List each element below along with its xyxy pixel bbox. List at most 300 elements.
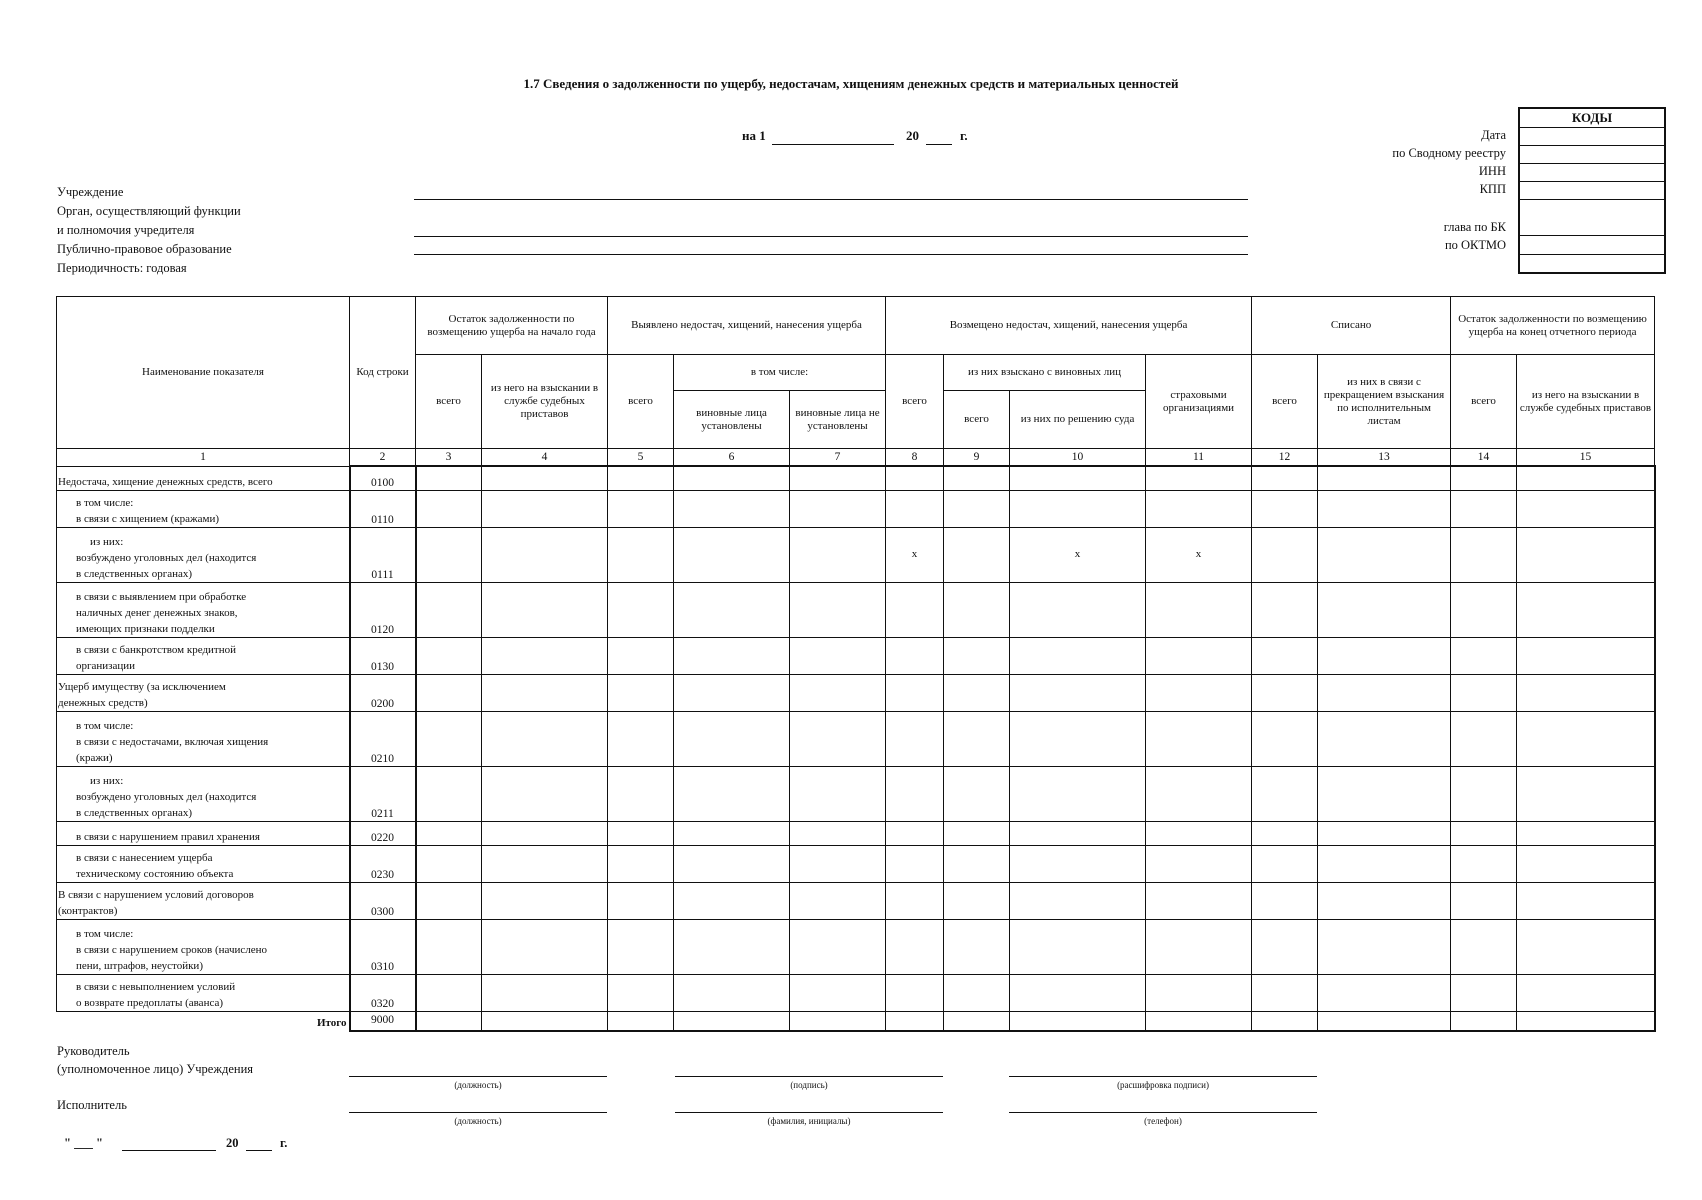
row-name (57, 674, 350, 711)
col-number: 9 (944, 449, 1010, 467)
cell-col11[interactable] (1146, 919, 1252, 974)
cell-col6[interactable] (674, 674, 790, 711)
row-name-line: в связи с невыполнением условий (76, 980, 236, 993)
cell-col6[interactable] (674, 766, 790, 821)
total-cell-col7[interactable] (790, 1011, 886, 1031)
cell-col5[interactable] (608, 466, 674, 490)
cell-col11[interactable] (1146, 845, 1252, 882)
cell-col11[interactable] (1146, 974, 1252, 1011)
cell-col10[interactable] (1010, 466, 1146, 490)
header-name: Наименование показателя (57, 297, 350, 449)
cell-col11[interactable] (1146, 711, 1252, 766)
cell-col15[interactable] (1517, 882, 1655, 919)
cell-col6[interactable] (674, 974, 790, 1011)
code-cell-periodicity[interactable] (1520, 255, 1664, 272)
table-row (57, 766, 1655, 821)
cell-col5[interactable] (608, 711, 674, 766)
cell-col15[interactable] (1517, 766, 1655, 821)
cell-col6[interactable] (674, 882, 790, 919)
cell-col7[interactable] (790, 919, 886, 974)
cell-col8[interactable] (886, 919, 944, 974)
cell-col9[interactable] (944, 974, 1010, 1011)
cell-col12[interactable] (1252, 845, 1318, 882)
cell-col9[interactable] (944, 919, 1010, 974)
cell-col5[interactable] (608, 582, 674, 637)
cell-col3[interactable] (416, 919, 482, 974)
cell-col6[interactable] (674, 527, 790, 582)
head-signature-field[interactable] (675, 1076, 943, 1077)
cell-col3[interactable] (416, 466, 482, 490)
code-cell-inn[interactable] (1520, 164, 1664, 182)
cell-col4[interactable] (482, 711, 608, 766)
cell-col4[interactable] (482, 527, 608, 582)
row-name (57, 582, 350, 637)
total-cell-col6[interactable] (674, 1011, 790, 1031)
cell-col5[interactable] (608, 766, 674, 821)
row-name-line: пени, штрафов, неустойки) (76, 959, 203, 972)
cell-col13[interactable] (1318, 490, 1451, 527)
cell-col9[interactable] (944, 582, 1010, 637)
header-col6: виновные лица установлены (674, 391, 790, 449)
cell-col15[interactable] (1517, 974, 1655, 1011)
cell-col7[interactable] (790, 674, 886, 711)
cell-col14[interactable] (1451, 674, 1517, 711)
cell-col12[interactable] (1252, 919, 1318, 974)
header-code: Код строки (350, 297, 416, 449)
row-name (57, 919, 350, 974)
row-name (57, 821, 350, 845)
date-prefix: на 1 (742, 128, 766, 143)
caption-position: (должность) (454, 1080, 502, 1090)
cell-col3[interactable] (416, 882, 482, 919)
cell-col10[interactable] (1010, 711, 1146, 766)
code-cell-date[interactable] (1520, 128, 1664, 146)
cell-col14[interactable] (1451, 882, 1517, 919)
cell-col7[interactable] (790, 711, 886, 766)
header-col12: всего (1252, 355, 1318, 449)
cell-col15[interactable] (1517, 490, 1655, 527)
row-code: 0310 (350, 919, 416, 974)
cell-col15[interactable] (1517, 845, 1655, 882)
row-code: 0200 (350, 674, 416, 711)
cell-col9[interactable] (944, 766, 1010, 821)
cell-col9[interactable] (944, 845, 1010, 882)
table-row (57, 582, 1655, 637)
table-row (57, 882, 1655, 919)
cell-col5[interactable] (608, 490, 674, 527)
cell-col6[interactable] (674, 637, 790, 674)
cell-col9[interactable] (944, 711, 1010, 766)
total-cell-col3[interactable] (416, 1011, 482, 1031)
cell-col13[interactable] (1318, 527, 1451, 582)
col-number: 14 (1451, 449, 1517, 467)
cell-col11[interactable] (1146, 882, 1252, 919)
header-group-end-balance: Остаток задолженности по возмещению ущерба на конец отчетного периода (1451, 297, 1655, 355)
cell-col3[interactable] (416, 582, 482, 637)
label-founder-line1: Орган, осуществляющий функции (57, 204, 241, 218)
cell-col10[interactable] (1010, 766, 1146, 821)
cell-col3[interactable] (416, 974, 482, 1011)
table-row (57, 490, 1655, 527)
sign-date-year: 20 (226, 1136, 239, 1150)
table-row (57, 845, 1655, 882)
caption-position-2: (должность) (454, 1116, 502, 1126)
cell-col12[interactable] (1252, 582, 1318, 637)
cell-col5[interactable] (608, 527, 674, 582)
cell-col3[interactable] (416, 766, 482, 821)
cell-col5[interactable] (608, 821, 674, 845)
row-code: 0220 (350, 821, 416, 845)
cell-col15[interactable] (1517, 919, 1655, 974)
cell-col3[interactable] (416, 490, 482, 527)
cell-col6[interactable] (674, 821, 790, 845)
row-name-line: возбуждено уголовных дел (находится (76, 790, 257, 803)
cell-col10[interactable] (1010, 637, 1146, 674)
code-label-registry: по Сводному реестру (1392, 146, 1506, 160)
cell-col15[interactable] (1517, 582, 1655, 637)
cell-col4[interactable] (482, 637, 608, 674)
row-code: 0110 (350, 490, 416, 527)
cell-col11[interactable] (1146, 821, 1252, 845)
cell-col7[interactable] (790, 974, 886, 1011)
total-cell-col10[interactable] (1010, 1011, 1146, 1031)
sign-date-suffix: г. (280, 1136, 288, 1150)
cell-col7[interactable] (790, 490, 886, 527)
cell-col10[interactable] (1010, 490, 1146, 527)
head-position-field[interactable] (349, 1076, 607, 1077)
cell-col12[interactable] (1252, 711, 1318, 766)
row-name (57, 974, 350, 1011)
cell-col11: x (1146, 527, 1252, 582)
cell-col4[interactable] (482, 490, 608, 527)
cell-col11[interactable] (1146, 674, 1252, 711)
cell-col6[interactable] (674, 919, 790, 974)
total-cell-col9[interactable] (944, 1011, 1010, 1031)
row-name (57, 490, 350, 527)
cell-col13[interactable] (1318, 766, 1451, 821)
cell-col14[interactable] (1451, 711, 1517, 766)
cell-col5[interactable] (608, 882, 674, 919)
cell-col8[interactable] (886, 974, 944, 1011)
label-periodicity: Периодичность: годовая (57, 261, 187, 275)
total-cell-col12[interactable] (1252, 1011, 1318, 1031)
total-cell-col8[interactable] (886, 1011, 944, 1031)
total-cell-col14[interactable] (1451, 1011, 1517, 1031)
cell-col7[interactable] (790, 766, 886, 821)
cell-col13[interactable] (1318, 882, 1451, 919)
table-row (57, 821, 1655, 845)
cell-col3[interactable] (416, 637, 482, 674)
cell-col5[interactable] (608, 674, 674, 711)
cell-col15[interactable] (1517, 674, 1655, 711)
cell-col6[interactable] (674, 582, 790, 637)
code-label-inn: ИНН (1478, 164, 1506, 178)
row-name (57, 637, 350, 674)
code-label-kpp: КПП (1479, 182, 1506, 196)
label-head-line2: (уполномоченное лицо) Учреждения (57, 1062, 254, 1076)
executor-phone-field[interactable] (1009, 1112, 1317, 1113)
total-row (57, 1011, 1655, 1031)
cell-col3[interactable] (416, 711, 482, 766)
row-name-line: наличных денег денежных знаков, (76, 606, 238, 619)
label-founder-line2: и полномочия учредителя (57, 223, 195, 237)
row-name-line: о возврате предоплаты (аванса) (76, 996, 224, 1009)
code-label-date: Дата (1481, 128, 1506, 142)
cell-col13[interactable] (1318, 637, 1451, 674)
cell-col9[interactable] (944, 882, 1010, 919)
cell-col4[interactable] (482, 674, 608, 711)
cell-col9[interactable] (944, 527, 1010, 582)
cell-col3[interactable] (416, 821, 482, 845)
cell-col12[interactable] (1252, 466, 1318, 490)
row-name-line: денежных средств) (58, 696, 148, 709)
cell-col5[interactable] (608, 919, 674, 974)
column-number-row (57, 449, 1655, 467)
table-row (57, 674, 1655, 711)
cell-col4[interactable] (482, 466, 608, 490)
cell-col3[interactable] (416, 845, 482, 882)
cell-col6[interactable] (674, 490, 790, 527)
row-name (57, 882, 350, 919)
date-day-month-blank[interactable] (772, 144, 894, 145)
code-cell-kpp[interactable] (1520, 182, 1664, 200)
col-number: 10 (1010, 449, 1146, 467)
cell-col13[interactable] (1318, 711, 1451, 766)
cell-col13[interactable] (1318, 845, 1451, 882)
header-col3: всего (416, 355, 482, 449)
cell-col8[interactable] (886, 711, 944, 766)
row-name-line: из них: (90, 535, 124, 548)
cell-col8[interactable] (886, 582, 944, 637)
cell-col14[interactable] (1451, 637, 1517, 674)
cell-col12[interactable] (1252, 882, 1318, 919)
cell-col13[interactable] (1318, 821, 1451, 845)
cell-col3[interactable] (416, 527, 482, 582)
cell-col11[interactable] (1146, 766, 1252, 821)
label-head-line1: Руководитель (57, 1044, 130, 1058)
row-code: 0211 (350, 766, 416, 821)
total-code: 9000 (350, 1011, 416, 1031)
cell-col7[interactable] (790, 845, 886, 882)
row-code: 0320 (350, 974, 416, 1011)
row-name-line: в связи с нарушением правил хранения (76, 830, 260, 843)
cell-col14[interactable] (1451, 919, 1517, 974)
row-name-line: в том числе: (76, 496, 134, 509)
row-name-line: в том числе: (76, 927, 134, 940)
total-cell-col13[interactable] (1318, 1011, 1451, 1031)
cell-col10[interactable] (1010, 974, 1146, 1011)
cell-col15[interactable] (1517, 637, 1655, 674)
caption-signature: (подпись) (790, 1080, 828, 1090)
total-cell-col15[interactable] (1517, 1011, 1655, 1031)
cell-col14[interactable] (1451, 466, 1517, 490)
sign-date-month-field[interactable] (122, 1150, 216, 1151)
cell-col9[interactable] (944, 637, 1010, 674)
row-name-line: возбуждено уголовных дел (находится (76, 551, 257, 564)
row-name (57, 711, 350, 766)
cell-col7[interactable] (790, 466, 886, 490)
header-group-written-off: Списано (1252, 297, 1451, 355)
cell-col13[interactable] (1318, 466, 1451, 490)
debt-table (56, 296, 1656, 1032)
caption-name: (фамилия, инициалы) (767, 1116, 851, 1126)
public-entity-field[interactable] (414, 254, 1248, 255)
cell-col14[interactable] (1451, 582, 1517, 637)
caption-decoding: (расшифровка подписи) (1117, 1080, 1209, 1090)
row-code: 0300 (350, 882, 416, 919)
cell-col10[interactable] (1010, 674, 1146, 711)
cell-col13[interactable] (1318, 674, 1451, 711)
cell-col13[interactable] (1318, 582, 1451, 637)
cell-col4[interactable] (482, 882, 608, 919)
row-code: 0130 (350, 637, 416, 674)
cell-col9[interactable] (944, 821, 1010, 845)
cell-col3[interactable] (416, 674, 482, 711)
cell-col14[interactable] (1451, 766, 1517, 821)
col-number: 6 (674, 449, 790, 467)
cell-col8[interactable] (886, 821, 944, 845)
cell-col10: x (1010, 527, 1146, 582)
cell-col4[interactable] (482, 919, 608, 974)
cell-col7[interactable] (790, 527, 886, 582)
cell-col12[interactable] (1252, 527, 1318, 582)
cell-col11[interactable] (1146, 466, 1252, 490)
total-cell-col11[interactable] (1146, 1011, 1252, 1031)
row-name-line: в связи с нарушением сроков (начислено (76, 943, 268, 956)
cell-col5[interactable] (608, 845, 674, 882)
header-col11: страховыми организациями (1146, 355, 1252, 449)
cell-col10[interactable] (1010, 821, 1146, 845)
cell-col7[interactable] (790, 582, 886, 637)
cell-col14[interactable] (1451, 527, 1517, 582)
cell-col7[interactable] (790, 821, 886, 845)
cell-col9[interactable] (944, 674, 1010, 711)
cell-col9[interactable] (944, 466, 1010, 490)
cell-col12[interactable] (1252, 974, 1318, 1011)
cell-col14[interactable] (1451, 821, 1517, 845)
date-year-blank[interactable] (926, 144, 952, 145)
header-col5: всего (608, 355, 674, 449)
cell-col10[interactable] (1010, 845, 1146, 882)
col-number: 4 (482, 449, 608, 467)
header-group-reimbursed: Возмещено недостач, хищений, нанесения ущерба (886, 297, 1252, 355)
cell-col10[interactable] (1010, 582, 1146, 637)
cell-col8[interactable] (886, 490, 944, 527)
cell-col4[interactable] (482, 845, 608, 882)
cell-col13[interactable] (1318, 919, 1451, 974)
header-including: в том числе: (674, 355, 886, 391)
label-public-entity: Публично-правовое образование (57, 242, 232, 256)
cell-col6[interactable] (674, 466, 790, 490)
code-cell-registry[interactable] (1520, 146, 1664, 164)
row-name-line: в связи с выявлением при обработке (76, 590, 247, 603)
col-number: 3 (416, 449, 482, 467)
cell-col12[interactable] (1252, 637, 1318, 674)
row-name (57, 766, 350, 821)
cell-col15[interactable] (1517, 711, 1655, 766)
cell-col7[interactable] (790, 637, 886, 674)
row-name-line: в связи с недостачами, включая хищения (76, 735, 269, 748)
row-name-line: в связи с нанесением ущерба (76, 851, 213, 864)
table-row (57, 919, 1655, 974)
row-name (57, 527, 350, 582)
code-cell-oktmo[interactable] (1520, 236, 1664, 255)
cell-col15[interactable] (1517, 466, 1655, 490)
row-name-line: в том числе: (76, 719, 134, 732)
date-suffix: г. (960, 128, 968, 143)
executor-name-field[interactable] (675, 1112, 943, 1113)
row-name-line: Недостача, хищение денежных средств, всего (58, 475, 273, 488)
row-name (57, 845, 350, 882)
code-cell-bk[interactable] (1520, 200, 1664, 236)
row-name-line: в связи с хищением (кражами) (76, 512, 220, 525)
col-number: 13 (1318, 449, 1451, 467)
cell-col13[interactable] (1318, 974, 1451, 1011)
cell-col7[interactable] (790, 882, 886, 919)
cell-col11[interactable] (1146, 490, 1252, 527)
row-name-line: в следственных органах) (76, 806, 193, 819)
cell-col11[interactable] (1146, 582, 1252, 637)
cell-col15[interactable] (1517, 821, 1655, 845)
cell-col12[interactable] (1252, 821, 1318, 845)
cell-col11[interactable] (1146, 637, 1252, 674)
code-label-oktmo: по ОКТМО (1444, 238, 1506, 252)
cell-col6[interactable] (674, 845, 790, 882)
head-decoding-field[interactable] (1009, 1076, 1317, 1077)
header-col14: всего (1451, 355, 1517, 449)
form-title: 1.7 Сведения о задолженности по ущербу, недостачам, хищениям денежных средств и материальных ценностей (523, 76, 1179, 91)
cell-col14[interactable] (1451, 845, 1517, 882)
institution-field[interactable] (414, 199, 1248, 200)
table-row (57, 527, 1655, 582)
cell-col8[interactable] (886, 637, 944, 674)
total-label: Итого (57, 1011, 350, 1031)
cell-col5[interactable] (608, 637, 674, 674)
executor-position-field[interactable] (349, 1112, 607, 1113)
cell-col8[interactable] (886, 674, 944, 711)
cell-col15[interactable] (1517, 527, 1655, 582)
cell-col10[interactable] (1010, 882, 1146, 919)
table-row (57, 711, 1655, 766)
cell-col4[interactable] (482, 766, 608, 821)
cell-col14[interactable] (1451, 974, 1517, 1011)
cell-col5[interactable] (608, 974, 674, 1011)
cell-col10[interactable] (1010, 919, 1146, 974)
cell-col12[interactable] (1252, 490, 1318, 527)
cell-col12[interactable] (1252, 674, 1318, 711)
sign-date-year-field[interactable] (246, 1150, 272, 1151)
total-cell-col5[interactable] (608, 1011, 674, 1031)
cell-col9[interactable] (944, 490, 1010, 527)
cell-col8[interactable] (886, 766, 944, 821)
founder-field[interactable] (414, 236, 1248, 237)
col-number: 11 (1146, 449, 1252, 467)
cell-col12[interactable] (1252, 766, 1318, 821)
cell-col14[interactable] (1451, 490, 1517, 527)
total-cell-col4[interactable] (482, 1011, 608, 1031)
col-number: 1 (57, 449, 350, 467)
cell-col4[interactable] (482, 974, 608, 1011)
cell-col4[interactable] (482, 582, 608, 637)
codes-box (1518, 107, 1666, 274)
row-name-line: (кражи) (76, 751, 113, 764)
cell-col8[interactable] (886, 466, 944, 490)
cell-col8[interactable] (886, 882, 944, 919)
cell-col8[interactable] (886, 845, 944, 882)
cell-col6[interactable] (674, 711, 790, 766)
cell-col4[interactable] (482, 821, 608, 845)
label-executor: Исполнитель (57, 1098, 127, 1112)
